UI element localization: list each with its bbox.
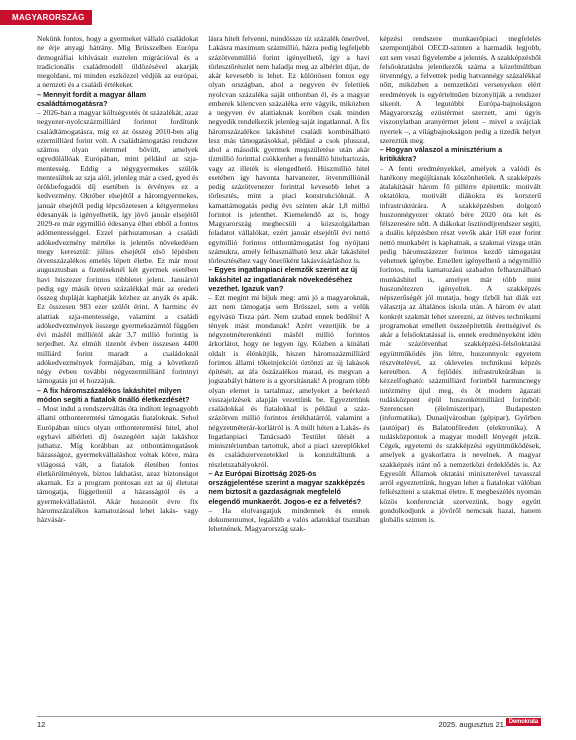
- article-paragraph: – Ezt megint mi bíjuk meg: ami jó a magyaroknak, azt nem támogatja sem Brüsszel, sem a velük egyívású Tisza párt. Nem szabad ennek bedőlni! A tények mást mondanak! Azért vezettjük be a négyzetméterenkénti másfél millió forintos árkorlátot, hogy ne legyen így. Közben a kínálati oldalt is élénkítjük, hiszen háromszázmilliárd forintos állami tőkeinjekciót öztönzi az új lakások építését, az áfa öszázalékos marad, és megvan a jogszabályi háttere is a gyorsításnak! A program több olyan elemet is tartalmaz, amelyeket a beérkező visszajelzések alapján vezettünk be. Egyeztettünk családokkal és fiatalokkal is például a száz-százötven millió forintos értékhatárról, valamint a négyzetméterár-korlátról is. A múlt héten a Lakás- és Ingatlanpiaci Tanácsadó Testület ülését a minisztériumban tartottuk, ahol a piaci szereplőkkel és családszervezetekkel is konzultáltunk a részletszabályokról.: [208, 293, 370, 469]
- publication-logo: Demokrata: [506, 718, 541, 726]
- interview-question: – Mennyit fordít a magyar állam családtámogatásra?: [37, 89, 147, 108]
- article-paragraph: lásra hitelt felvenni, mindössze tíz százalék önerővel. Lakásra maximum százmillió, házra pedig legfeljebb százötvenmillió forint igényelhető, így a havi törlesztőrészlet nem haladja meg az albérlet díjat, de akár kevesebb is lehet. Ez különösen fontos egy olyan országban, ahol a negyven év felettiek nyolcvan százaléka saját otthonban él, és a magyar emberek kilencven százaléka erre vágyik, miközben a negyven év alattiaknak korében csak minden negyedik rendelkezik jelenleg saját ingatlannal. A fix háromszázalékos lakáshitel családi kombinálható lesz más támogatásokkal, például a csok plusszal, ahol a második gyermek megszületése után akár tízmillió forinttal csökkenhet a fennálló hiteltartozás, vagy az illeték is elengedhető. Húszmillió hitel esetében így havonta hatvanezer, ötvenmilliónál pedig százötvenezer forinttal kevesebb lehet a törlesztés, mint a piaci konstrukcióknál. A kamattámogatás pedig évs szinten akár 1,8 millió forintot is jelenthet. Kiemelendő az is, hogy Magyarország megbecsüli a közszolgálatban feladatot vállalókat, ezért január elsejétől évi nettó egymillió forintos otthontámogatást fog nyújtani számukra, amely felhasználható lesz akár lakáshitel törlesztéséhez vagy önerőként lakásvásárláshoz is.: [208, 34, 370, 265]
- article-paragraph: képzési rendszere munkaerőpiaci megfelelés szempontjából OECD-szinten a harmadik legjobb, ezt sem veszi figyelembe a jelentés. A szakképzésből felsőoktatásba jelentkezők száma a közelmúltban ötvennégy, a felvettek pedig hatvannégy százalékkal nőtt, miközben a nemzetközi versenyeken elért eredmények is egyértelműen bizonyítják a rendszer sikerét. A legutóbbi Európa-bajnokságon Magyarország ezüstérmet szerzett, ami úgyis viszonylatban aranyérmet jelent – mivel a svájciak nyertek –, a világbajnokságon pedig a tizedik helyet szereztük meg.: [379, 34, 541, 145]
- page-number: 12: [37, 720, 46, 729]
- column-2: [208, 34, 369, 706]
- column-3: [380, 34, 541, 706]
- footer-rule: [37, 716, 541, 717]
- issue-date: 2025. augusztus 21.: [438, 720, 506, 729]
- article-paragraph: – Ha elolvasgatjuk mindennek és ennek dokumentumot, legalább a valós adatokkal tisztában lehetnének. Magyarország szak-: [208, 505, 370, 534]
- section-tag: MAGYARORSZÁG: [0, 10, 92, 25]
- article-paragraph: – Most indul a rendszerváltás óta indított legnagyobb állami otthonteremtési támogatás fiataloknak. Sehol Európában nincs olyan otthonteremtési hitel, ahol egyhavi albérleti díj összegéért saját lakáshoz juthatsz. Míg korábban az otthontámogatások házasságoz, gyermekvállaláshoz voltak kötve, mára világossá vált, a fiatalok életében fontos életkörülmények, biztos lakhatást, azaz biztonságot akarnak. Ez a program pontosan ezt az új életutat támogatja, függetlenül a házasságtól és a gyermekvállalástól. Akár huszonöt évre fix háromszázalékos kamatozással lehet lakás- vagy házvásár-: [37, 404, 199, 524]
- article-paragraph: – A fenti eredményekkel, amelyek a valódi és hatékony megújításnak köszönhetőek. A szakképzés átalakítását három fő pillérre építettük: motivált oktatókra, motivált diákokra és korszerű infrastruktúrára. A szakképzésben dolgozó huszonnégyezer oktató bére 2020 óta két és félszeresére nőtt. A diákokat ösztöndíjrendszer segíti, a duális képzésben részt vevők akár 168 ezer forint nettó munkabért is kaphatnak, a szakmai vizsga után pedig háromszázezer forintos kezdő támogatást vehetnek igénybe. Emellett igényelhető a négymillió forintos, nulla kamatozású szabadon felhasználható munkáshitel is, amelyet már több mint huszonötezren igényeltek. A szakképzés népszerűségét jól mutatja, hogy tízből hat diák ezt választja az általános iskola után. A három év alatt konkrét szakmát lehet szerezni, az ötéves technikumi programokat emellett összeépítettük érettségivel és akár a felsőoktatással is, ennek eredményeként idén már százötvenhat szakképzési-felsőoktatási együttműködés jön létre, huszonnyolc egyetem részvételével, az okleveles technikusi képzés keretében. A fejlődés infrastruktúrában is kézzelfogható: százmilliárd forintból harmincnegy intézmény újul meg, és öt modern ágazati tudásközpont épül huszonkétmilliárd forintból: Szerencsen (élelmiszeripar), Budapesten (informatika), Dunaújvárosban (gépipar), Győrben (autóipar) és Balatonfűreden (elektronika). A tudásközpontok a magyar modell lényegét jelzik. Cégek, egyetemi és szakképzési együttműködések, amelyek a gyakorlatra is nevelnek. A magyar szakképzés iránt nő a nemzetközi érdeklődés is. Az Egyesült Államok oktatási miniszterével tavasszal arról egyeztettünk, hogyan lehet a fiatalokat válóban felkészíteni a szakmai életre. E megbeszélés nyomán közös konferenciát szervezünk, hogy együtt gondolkodjunk a jövőről nemcsak hazai, hanem globális szinten is.: [379, 163, 541, 524]
- column-1: [37, 34, 198, 706]
- article-paragraph: Nekünk fontos, hogy a gyermeket vállaló családokat ne érje anyagi hátrány. Míg Brüsszelben Európa demográfiai kihívásait esztelen migrációval és a tradicionális családmodell üldözésével akarják megoldani, mi minden eszközzel védjük az európai, a nemzeti és a családi értékeket.: [37, 34, 199, 90]
- interview-question: – Az Európai Bizottság 2025-ös országjelentése szerint a magyar szakképzés nem biztosít a gazdaságnak megfelelő elegendő munkaerőt. Jogos-e ez a felvetés?: [208, 468, 365, 506]
- article-columns: [37, 34, 541, 706]
- interview-question: – A fix háromszázalékos lakáshitel milyen módon segíti a fiatalok önálló életkezdését?: [37, 385, 190, 404]
- interview-question: – Hogyan válaszol a minisztérium a kritikákra?: [379, 145, 503, 164]
- interview-question: – Egyes ingatlanpiaci elemzők szerint az új lakáshitel az ingatlanárak növekedéséhez vezethet. Igazuk van?: [208, 265, 358, 293]
- article-paragraph: – 2026-ban a magyar költségvetés öt százalékát, azaz negyezer-nyolcszázmilliárd forintot fordítunk családtámogatásra, míg ez az összeg 2010-ben alig ezermilliárd forint volt. A családtámogatási rendszer számos olyan elemmel bővült, amelyek egyedülállóak Európában, mint például az szja-mentesség. Eddig a négygyermekes szülők mentesültek az szja alól, jelenleg már a csed, gyed és örökbefogadói díj esetében is érvényes ez a kedvezmény. Október elsejétől a háromgyermekes, január elsejétől pedig lépcsőzetesen a kétgyermekes édesanyák is igényelhetik, így jövő január elsejétől 2029-re már egymillió édesanya élhet ebből a fontos adómentességgel. Ezzel párhuzamosan a családi adókedvezmény mértéke is jelentős növekedésen megy keresztül: július elsejétől első lépésben ötvenszázalékos emelés lépett életbe. Ez már most augusztusban a fizetéseknél két gyermek esetében havi húszezer forintos többletet jelent. Januártól pedig egy másik ötven százalékkal már az eredeti összeg dupláját kaphatják kézhez az anyák és apák. Ez összesen 983 ezer szülőt érint. A harminc év alattiak szja-mentessége, valamint a családi adókedvezmények összege gyermekszámtól függően évi másfél milliótól akár 3,7 millió forintig is terjedhet. Az elmúlt tizenöt évben összesen 4400 milliárd forint maradt a családoknál adókedvezmények formájában, míg a következő négy évben további négyezermilliárd forintnyi támogatás jut el hozzájuk.: [37, 108, 199, 386]
